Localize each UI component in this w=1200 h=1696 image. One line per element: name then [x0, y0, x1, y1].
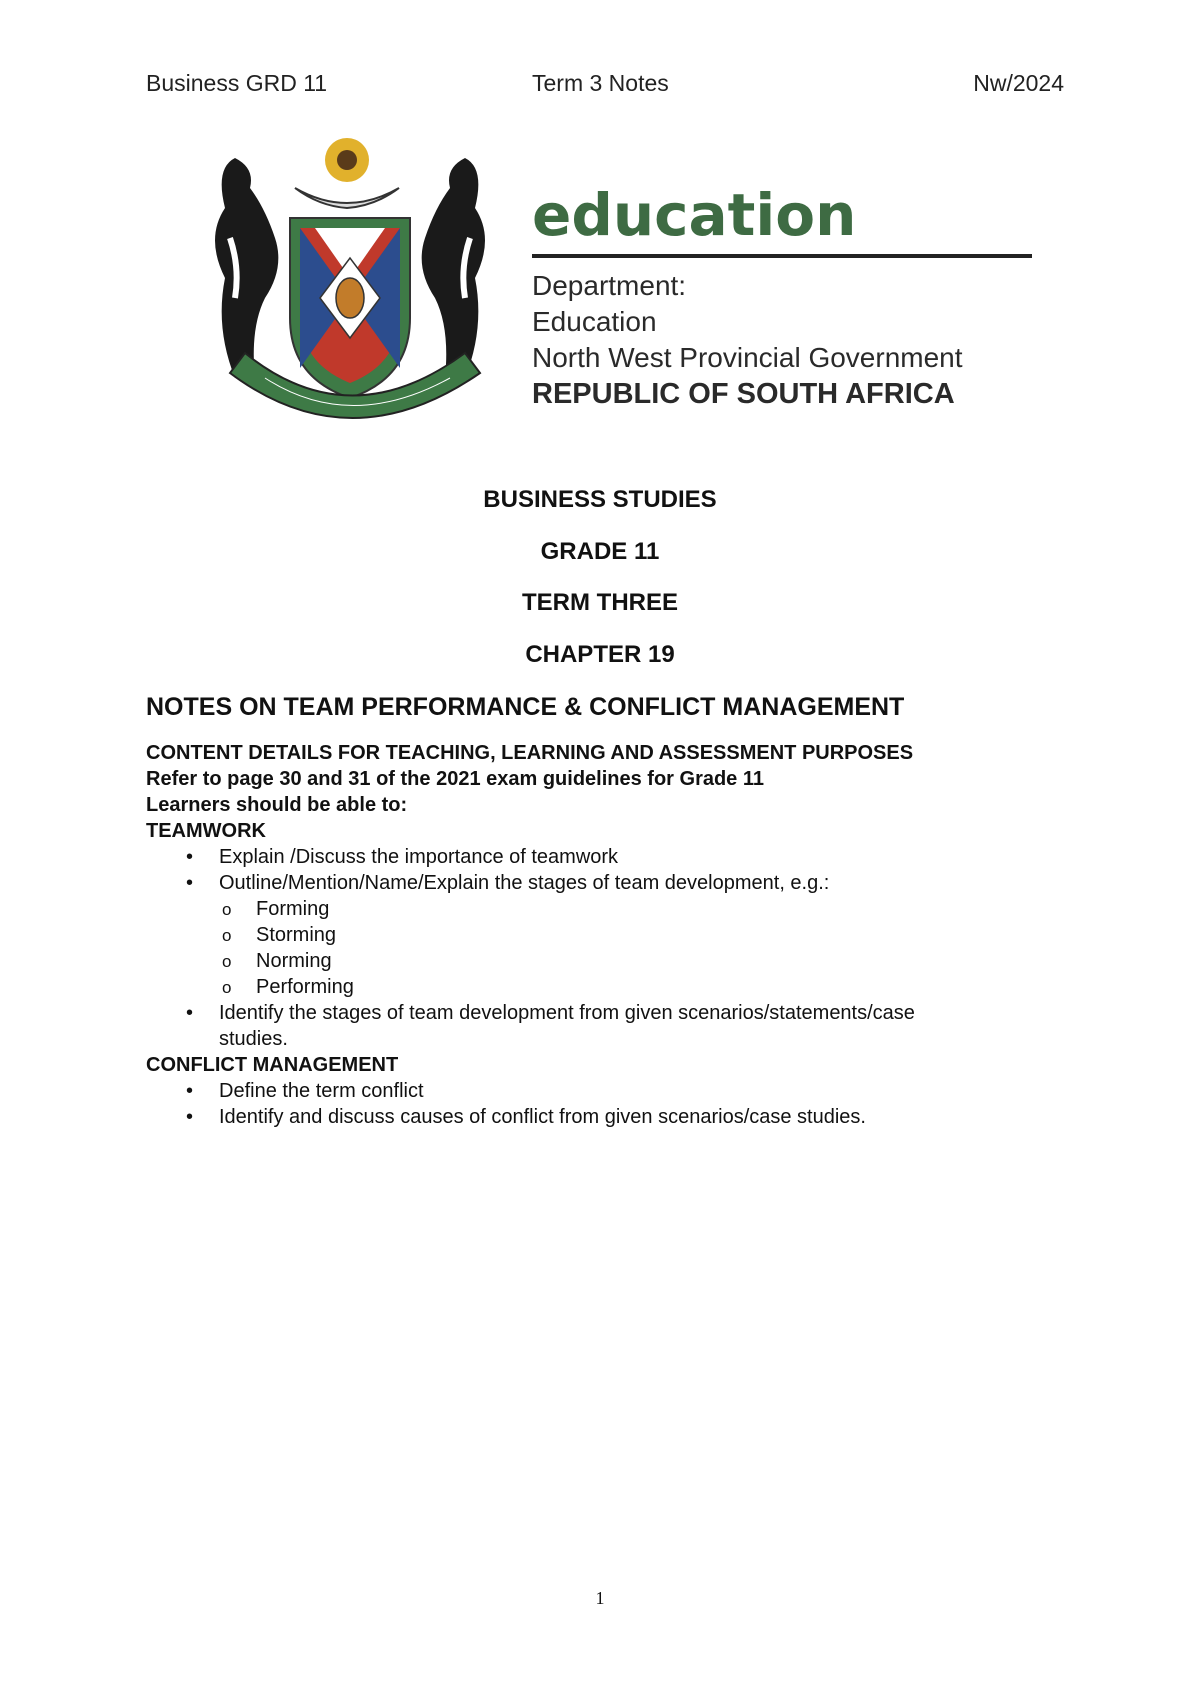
circle-bullet-icon: o	[222, 900, 232, 919]
chapter-title: CHAPTER 19	[525, 641, 675, 668]
circle-bullet-icon: o	[222, 952, 232, 971]
stages-list	[146, 896, 1046, 1000]
page-number: 1	[595, 1588, 605, 1608]
brand-line-province: North West Provincial Government	[532, 342, 963, 373]
brand-wordmark: education	[532, 181, 857, 249]
teamwork-list-continued	[146, 1000, 1046, 1052]
bullet-icon: •	[186, 872, 194, 894]
bullet-icon: •	[186, 1002, 194, 1024]
list-item: o Norming	[146, 948, 1046, 974]
header-right: Nw/2024	[973, 70, 1064, 96]
conflict-heading: CONFLICT MANAGEMENT	[146, 1054, 399, 1076]
brand-line-department: Department:	[532, 270, 687, 301]
header-center: Term 3 Notes	[532, 70, 669, 96]
refer-line: Refer to page 30 and 31 of the 2021 exam guidelines for Grade 11	[146, 768, 765, 790]
subject-title: BUSINESS STUDIES	[483, 486, 717, 513]
term-title: TERM THREE	[522, 589, 678, 616]
brand-divider	[532, 254, 1032, 258]
list-item: • Identify the stages of team development from given scenarios/statements/case studies.	[186, 1002, 915, 1050]
page-title: NOTES ON TEAM PERFORMANCE & CONFLICT MANAGEMENT	[146, 693, 905, 721]
list-item: • Identify and discuss causes of conflict from given scenarios/case studies.	[186, 1106, 866, 1128]
bullet-icon: •	[186, 1080, 194, 1102]
circle-bullet-icon: o	[222, 926, 232, 945]
list-item: • Define the term conflict	[186, 1080, 424, 1102]
brand-line-education: Education	[532, 306, 657, 337]
content-section	[146, 740, 1046, 1130]
learners-line: Learners should be able to:	[146, 794, 408, 816]
grade-title: GRADE 11	[540, 538, 660, 565]
education-brand	[532, 180, 1052, 412]
list-item: o Storming	[146, 922, 1046, 948]
brand-line-country: REPUBLIC OF SOUTH AFRICA	[532, 378, 955, 410]
page-header	[146, 70, 1064, 100]
list-item: o Performing	[146, 974, 1046, 1000]
circle-bullet-icon: o	[222, 978, 232, 997]
list-item: • Outline/Mention/Name/Explain the stages of team development, e.g.:	[186, 872, 830, 894]
header-left: Business GRD 11	[146, 70, 328, 96]
details-heading: CONTENT DETAILS FOR TEACHING, LEARNING AND ASSESSMENT PURPOSES	[146, 742, 914, 764]
coat-of-arms-logo	[195, 128, 505, 448]
bullet-icon: •	[186, 1106, 194, 1128]
list-item: o Forming	[146, 896, 1046, 922]
teamwork-list	[146, 844, 1046, 896]
conflict-list	[146, 1078, 1046, 1130]
bullet-icon: •	[186, 846, 194, 868]
list-item: • Explain /Discuss the importance of teamwork	[186, 846, 619, 868]
teamwork-heading: TEAMWORK	[146, 820, 266, 842]
